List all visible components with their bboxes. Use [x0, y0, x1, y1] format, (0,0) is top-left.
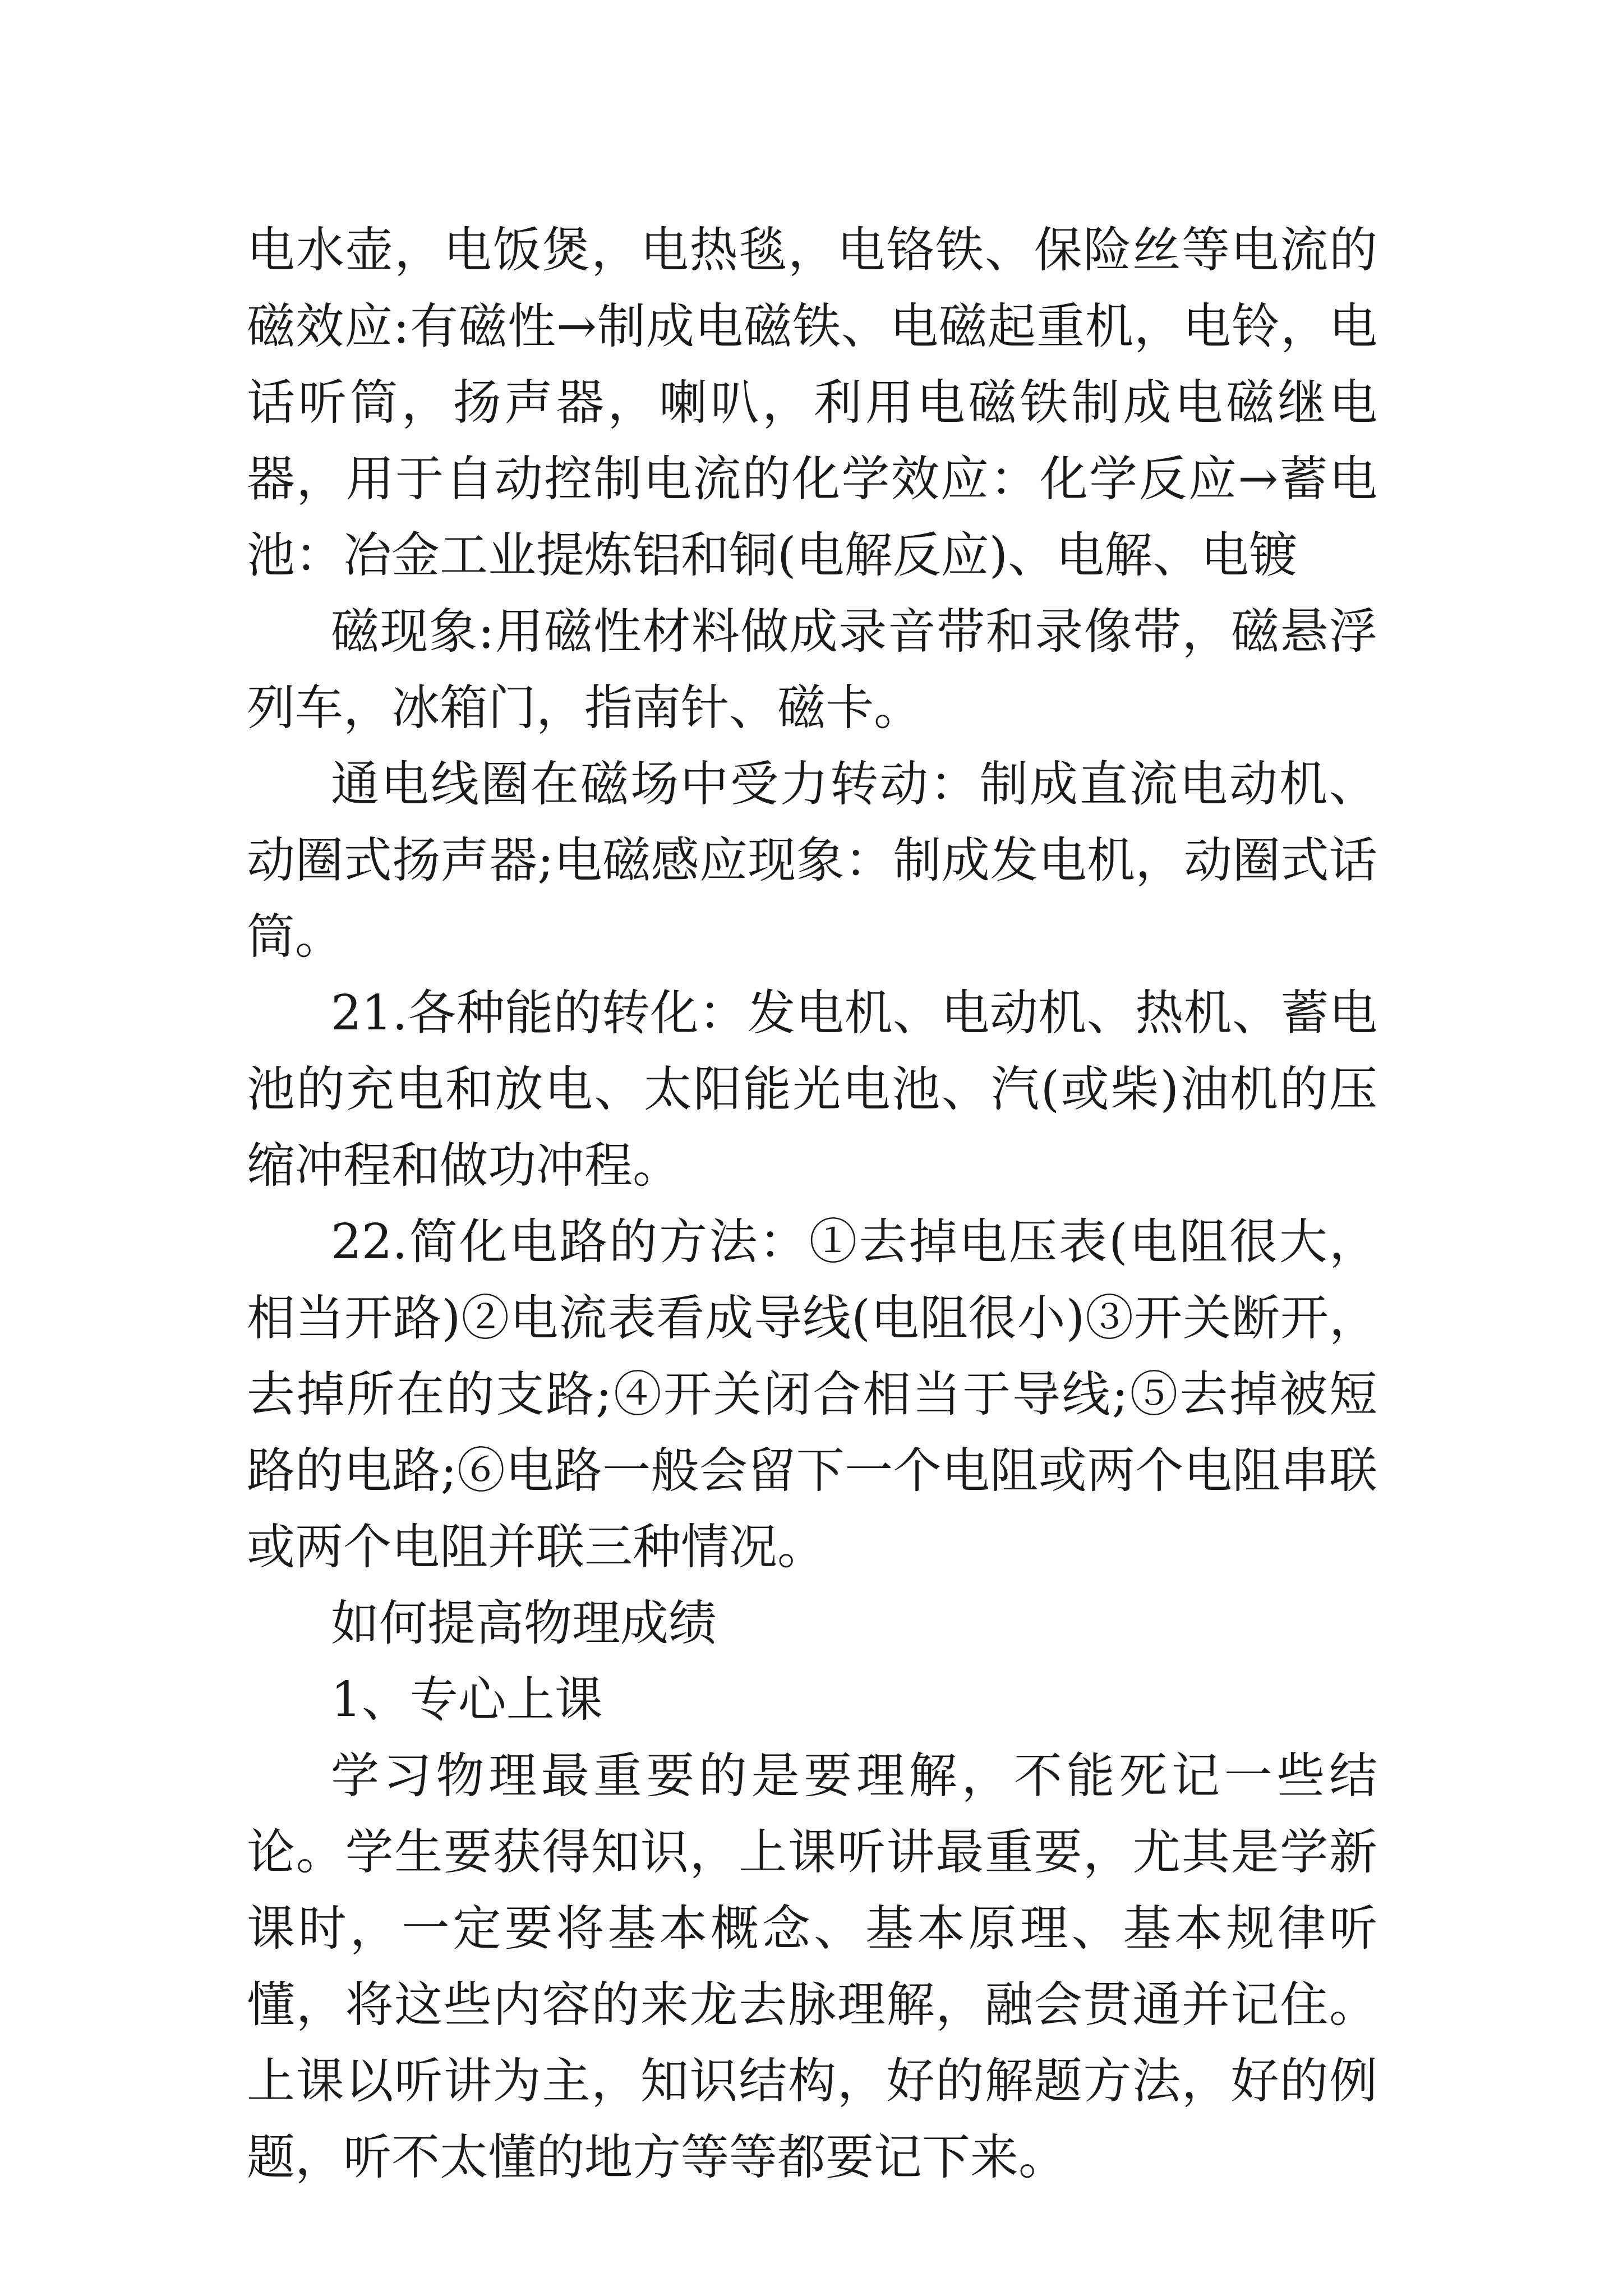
paragraph-coil-rotation: 通电线圈在磁场中受力转动：制成直流电动机、动圈式扬声器;电磁感应现象：制成发电机，动圈式话筒。 [247, 756, 1377, 965]
paragraph-energy-conversion: 21.各种能的转化：发电机、电动机、热机、蓄电池的充电和放电、太阳能光电池、汽(或柴)油机的压缩冲程和做功冲程。 [247, 985, 1377, 1194]
paragraph-current-effects: 电水壶，电饭煲，电热毯，电铬铁、保险丝等电流的磁效应:有磁性→制成电磁铁、电磁起重机，电铃，电话听筒，扬声器，喇叭，利用电磁铁制成电磁继电器，用于自动控制电流的化学效应：化学反应→蓄电池：冶金工业提炼铝和铜(电解反应)、电解、电镀 [247, 222, 1377, 583]
paragraph-magnetism: 磁现象:用磁性材料做成录音带和录像带，磁悬浮列车，冰箱门，指南针、磁卡。 [247, 604, 1377, 736]
document-body [247, 212, 1377, 2196]
paragraph-study-advice: 学习物理最重要的是要理解，不能死记一些结论。学生要获得知识，上课听讲最重要，尤其是学新课时，一定要将基本概念、基本原理、基本规律听懂，将这些内容的来龙去脉理解，融会贯通并记住。上课以听讲为主，知识结构，好的解题方法，好的例题，听不太懂的地方等等都要记下来。 [247, 1748, 1377, 2185]
paragraph-circuit-simplification: 22.简化电路的方法：①去掉电压表(电阻很大，相当开路)②电流表看成导线(电阻很小)③开关断开，去掉所在的支路;④开关闭合相当于导线;⑤去掉被短路的电路;⑥电路一般会留下一个电阻或两个电阻串联或两个电阻并联三种情况。 [247, 1214, 1377, 1575]
section-heading: 如何提高物理成绩 [331, 1595, 717, 1651]
subheading: 1、专心上课 [331, 1672, 603, 1728]
